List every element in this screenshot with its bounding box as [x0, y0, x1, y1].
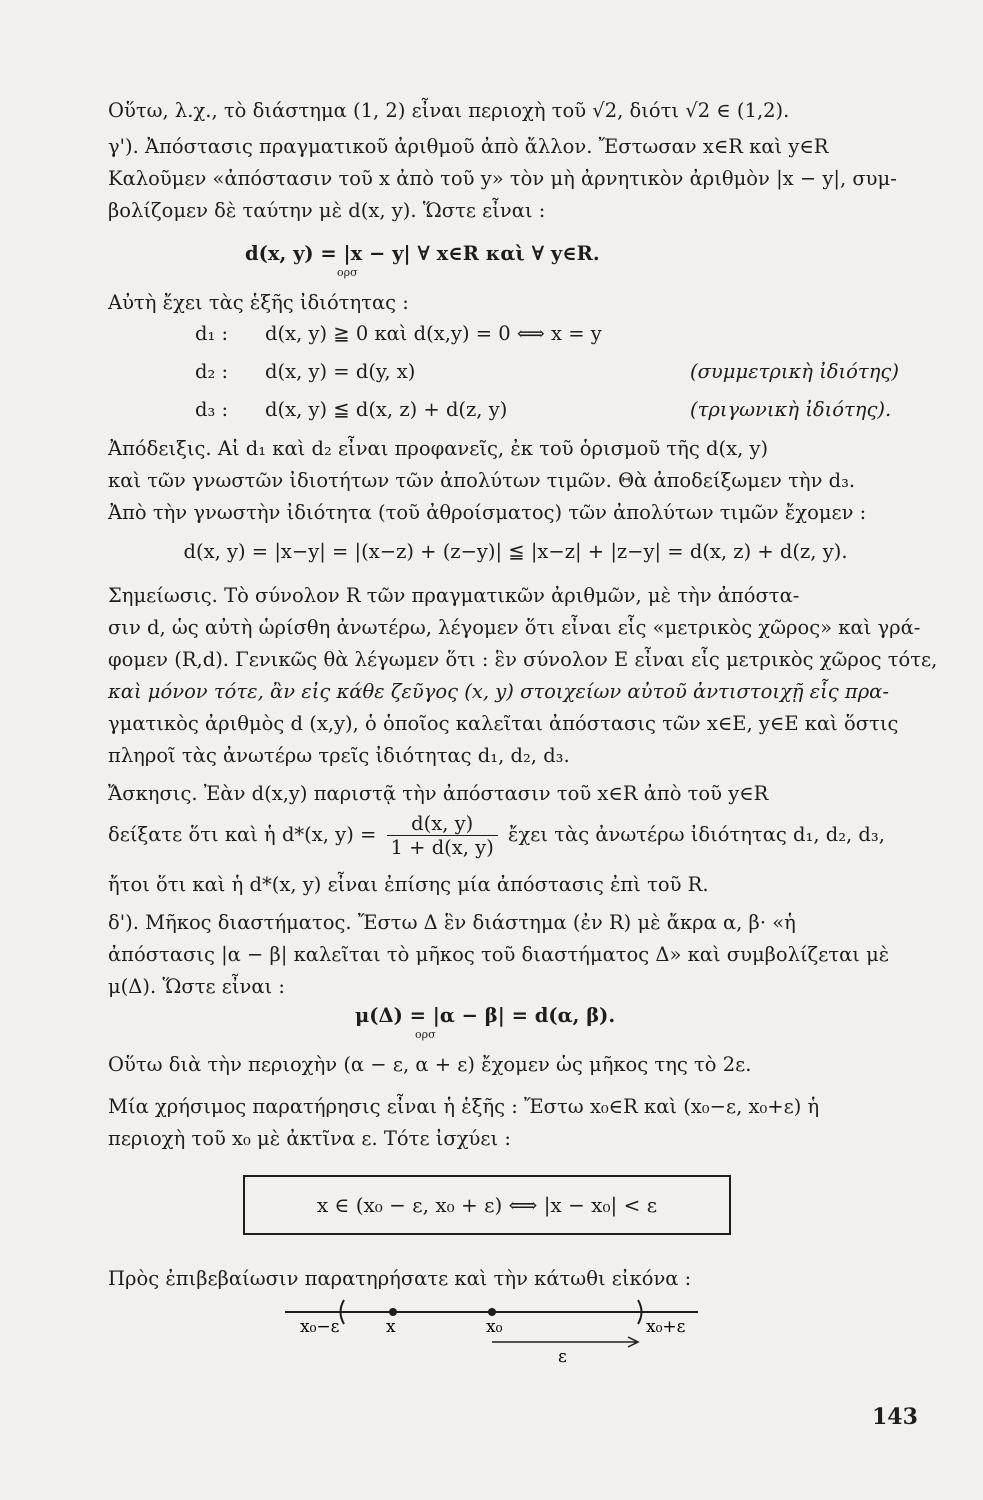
- length-formula: μ(Δ) = |α − β| = d(α, β).: [355, 1004, 616, 1027]
- text-line-2: γ'). Ἀπόστασις πραγματικοῦ ἀριθμοῦ ἀπὸ ἄλλον. Ἔστωσαν x∈R καὶ y∈R: [108, 135, 829, 158]
- text-line-24: Πρὸς ἐπιβεβαίωσιν παρατηρήσατε καὶ τὴν κάτωθι εἰκόνα :: [108, 1267, 692, 1290]
- property-label-d3: d₃ :: [195, 398, 229, 421]
- text-line-19: ἀπόστασις |α − β| καλεῖται τὸ μῆκος τοῦ διαστήματος Δ» καὶ συμβολίζεται μὲ: [108, 943, 890, 966]
- label-x0-minus-eps: x₀−ε: [300, 1317, 340, 1337]
- property-d2: d(x, y) = d(y, x): [265, 360, 416, 383]
- text-line-6: Ἀπόδειξις. Αἱ d₁ καὶ d₂ εἶναι προφανεῖς, ἐκ τοῦ ὁρισμοῦ τῆς d(x, y): [108, 437, 769, 460]
- exercise-fraction: [387, 812, 498, 859]
- property-label-d1: d₁ :: [195, 322, 229, 345]
- text-line-4: βολίζομεν δὲ ταύτην μὲ d(x, y). Ὥστε εἶναι :: [108, 199, 546, 222]
- boxed-formula: x ∈ (x₀ − ε, x₀ + ε) ⟺ |x − x₀| < ε: [316, 1193, 658, 1217]
- symmetric-note: (συμμετρικὴ ἰδιότης): [690, 360, 899, 383]
- text-line-20: μ(Δ). Ὥστε εἶναι :: [108, 975, 285, 998]
- text-line-1: Οὕτω, λ.χ., τὸ διάστημα (1, 2) εἶναι περιοχὴ τοῦ √2, διότι √2 ∈ (1,2).: [108, 99, 790, 122]
- exercise-formula: [108, 812, 885, 859]
- text-line-14: γματικὸς ἀριθμὸς d (x,y), ὁ ὁποῖος καλεῖται ἀπόστασις τῶν x∈E, y∈E καὶ ὅστις: [108, 712, 899, 735]
- property-label-d2: d₂ :: [195, 360, 229, 383]
- text-line-5: Αὐτὴ ἔχει τὰς ἑξῆς ἰδιότητας :: [108, 291, 409, 314]
- point-x: [389, 1308, 397, 1316]
- exercise-post: ἔχει τὰς ἀνωτέρω ἰδιότητας d₁, d₂, d₃,: [508, 823, 885, 846]
- text-line-7: καὶ τῶν γνωστῶν ἰδιοτήτων τῶν ἀπολύτων τιμῶν. Θὰ ἀποδείξωμεν τὴν d₃.: [108, 469, 856, 492]
- label-x: x: [386, 1317, 396, 1337]
- text-line-11: σιν d, ὡς αὐτὴ ὡρίσθη ἀνωτέρω, λέγομεν ὅτι εἶναι εἷς «μετρικὸς χῶρος» καὶ γρά-: [108, 616, 921, 639]
- exercise-pre: δείξατε ὅτι καὶ ἡ d*(x, y) =: [108, 823, 377, 846]
- text-line-8: Ἀπὸ τὴν γνωστὴν ἰδιότητα (τοῦ ἀθροίσματος) τῶν ἀπολύτων τιμῶν ἔχομεν :: [108, 501, 867, 524]
- label-x0-plus-eps: x₀+ε: [646, 1317, 686, 1337]
- fraction-denominator: 1 + d(x, y): [390, 836, 494, 859]
- text-line-3: Καλοῦμεν «ἀπόστασιν τοῦ x ἀπὸ τοῦ y» τὸν μὴ ἀρνητικὸν ἀριθμὸν |x − y|, συμ-: [108, 167, 897, 190]
- property-d1: d(x, y) ≧ 0 καὶ d(x,y) = 0 ⟺ x = y: [265, 322, 602, 345]
- text-line-22: Μία χρήσιμος παρατήρησις εἶναι ἡ ἑξῆς : Ἔστω x₀∈R καὶ (x₀−ε, x₀+ε) ἡ: [108, 1095, 820, 1118]
- boxed-equivalence: [243, 1175, 731, 1235]
- label-x0: x₀: [486, 1317, 503, 1337]
- text-line-23: περιοχὴ τοῦ x₀ μὲ ἀκτῖνα ε. Τότε ἰσχύει :: [108, 1127, 511, 1150]
- text-line-9: d(x, y) = |x−y| = |(x−z) + (z−y)| ≦ |x−z| + |z−y| = d(x, z) + d(z, y).: [183, 540, 848, 563]
- property-d3: d(x, y) ≦ d(x, z) + d(z, y): [265, 398, 508, 421]
- text-line-16: Ἄσκησις. Ἐὰν d(x,y) παριστᾷ τὴν ἀπόστασιν τοῦ x∈R ἀπὸ τοῦ y∈R: [108, 782, 769, 805]
- label-eps: ε: [558, 1347, 567, 1367]
- text-line-18: δ'). Μῆκος διαστήματος. Ἔστω Δ ἓν διάστημα (ἐν R) μὲ ἄκρα α, β· «ἡ: [108, 911, 796, 934]
- ora-subscript: ορσ: [337, 266, 358, 279]
- text-line-12: φομεν (R,d). Γενικῶς θὰ λέγωμεν ὅτι : ἓν σύνολον E εἶναι εἷς μετρικὸς χῶρος τότε,: [108, 648, 938, 671]
- interval-figure: [0, 1296, 983, 1386]
- text-line-10: Σημείωσις. Τὸ σύνολον R τῶν πραγματικῶν ἀριθμῶν, μὲ τὴν ἀπόστα-: [108, 584, 800, 607]
- text-line-17: ἤτοι ὅτι καὶ ἡ d*(x, y) εἶναι ἐπίσης μία ἀπόστασις ἐπὶ τοῦ R.: [108, 873, 709, 896]
- text-line-15: πληροῖ τὰς ἀνωτέρω τρεῖς ἰδιότητας d₁, d₂, d₃.: [108, 744, 570, 767]
- page-number: 143: [872, 1404, 918, 1430]
- point-x0: [488, 1308, 496, 1316]
- fraction-numerator: d(x, y): [387, 812, 498, 836]
- text-line-21: Οὕτω διὰ τὴν περιοχὴν (α − ε, α + ε) ἔχομεν ὡς μῆκος της τὸ 2ε.: [108, 1053, 752, 1076]
- text-line-13: καὶ μόνον τότε, ἂν εἰς κάθε ζεῦγος (x, y) στοιχείων αὐτοῦ ἀντιστοιχῇ εἷς πρα-: [108, 680, 889, 703]
- triangle-note: (τριγωνικὴ ἰδιότης).: [690, 398, 892, 421]
- distance-definition: d(x, y) = |x − y| ∀ x∈R καὶ ∀ y∈R.: [245, 242, 600, 265]
- ora-subscript-length: ορσ: [415, 1028, 436, 1041]
